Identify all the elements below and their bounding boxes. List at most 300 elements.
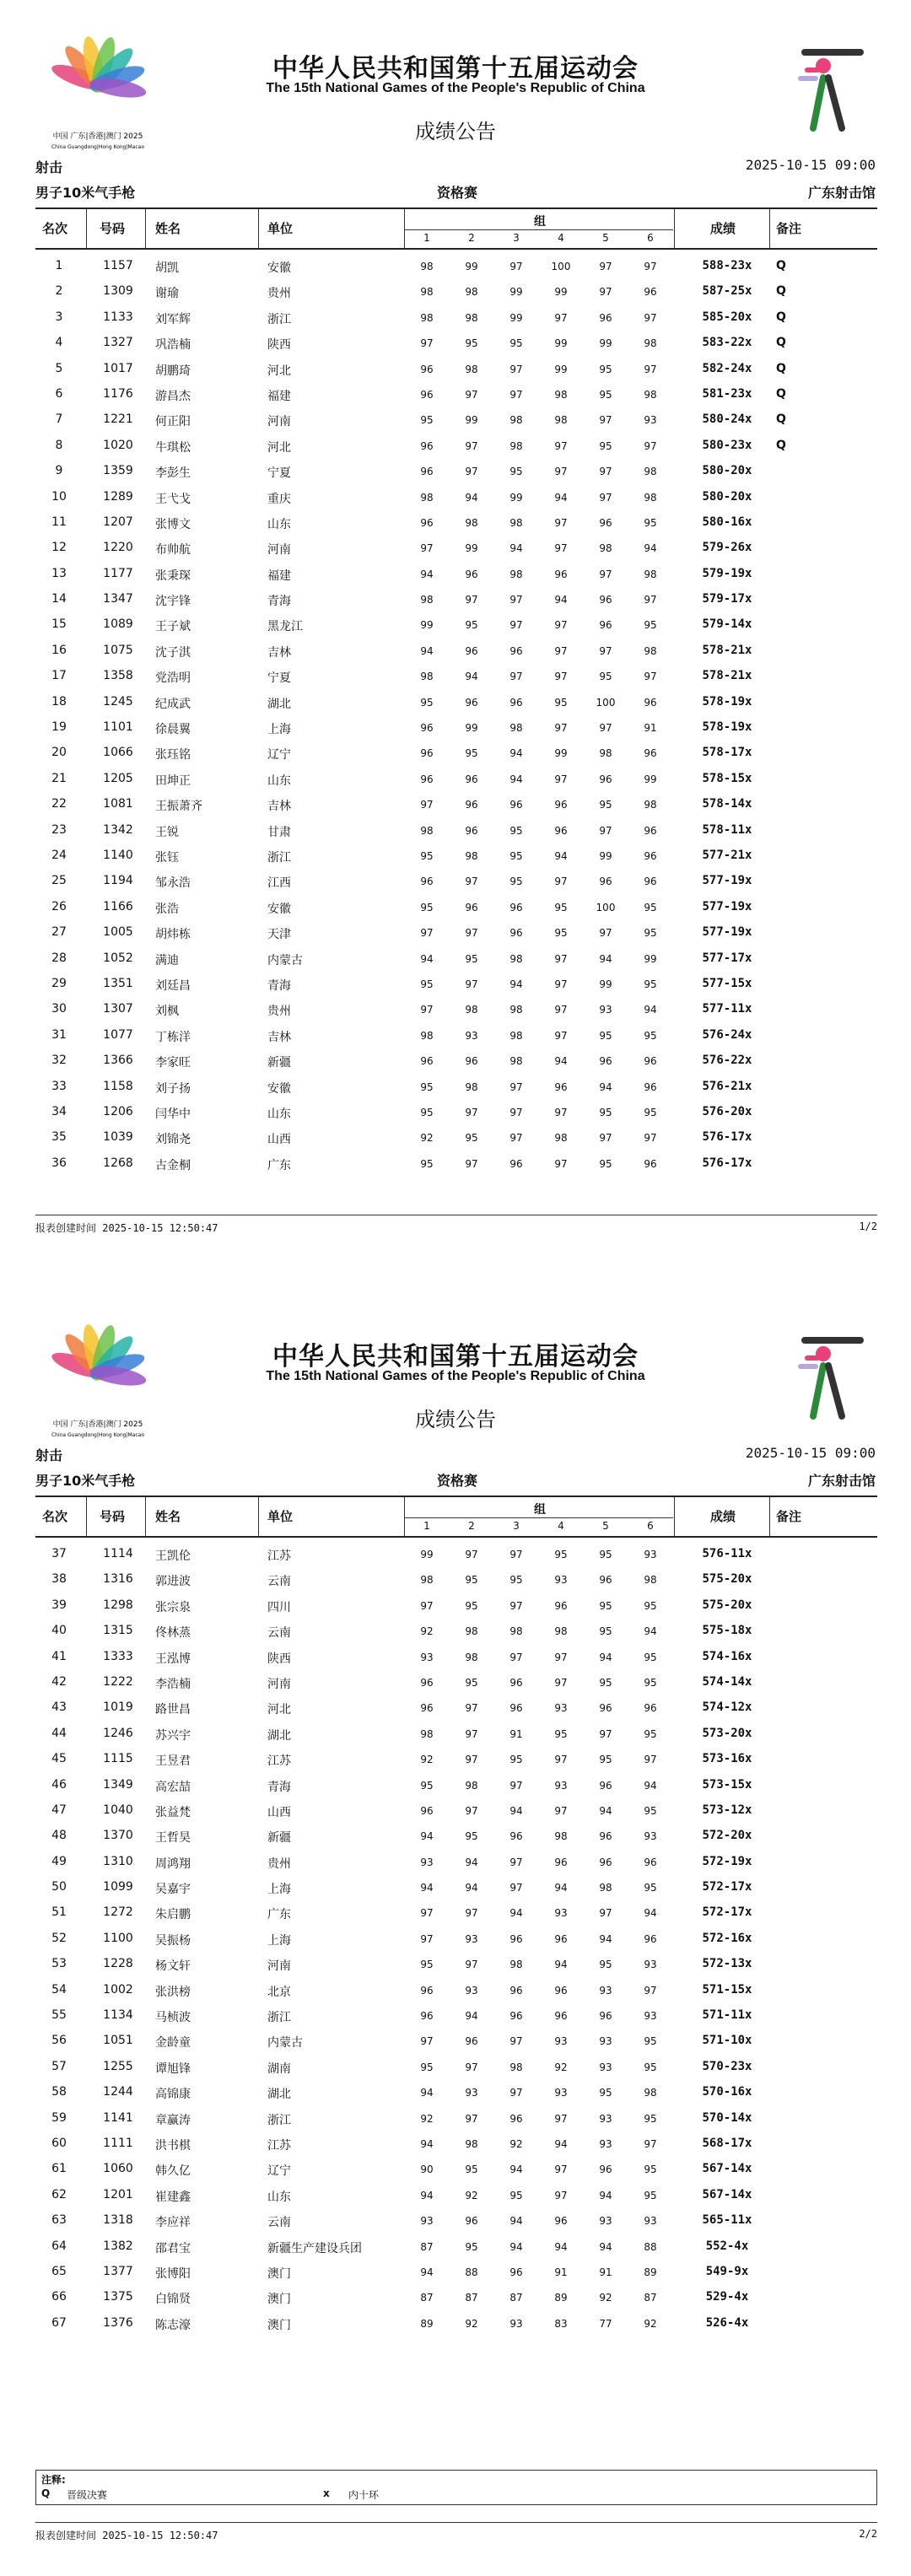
series-1-cell: 87 xyxy=(420,2292,434,2304)
remark-cell: Q xyxy=(776,310,786,324)
venue-label: 广东射击馆 xyxy=(807,185,876,201)
series-3-cell: 98 xyxy=(509,722,523,735)
total-cell: 579-26x xyxy=(702,541,752,555)
org-cell: 山东 xyxy=(267,517,291,531)
rank-cell: 59 xyxy=(51,2110,67,2125)
series-4-cell: 99 xyxy=(554,363,568,375)
series-6-cell: 95 xyxy=(644,2035,657,2048)
col-bib: 号码 xyxy=(100,221,126,236)
series-3-cell: 95 xyxy=(509,466,523,478)
bib-cell: 1077 xyxy=(103,1027,133,1042)
total-cell: 577-19x xyxy=(702,925,752,940)
org-cell: 澳门 xyxy=(267,2318,291,2332)
total-cell: 580-16x xyxy=(702,515,752,529)
org-cell: 福建 xyxy=(267,569,291,583)
name-cell: 胡凯 xyxy=(155,261,179,275)
series-5-cell: 97 xyxy=(599,261,612,272)
series-5-cell: 95 xyxy=(599,2087,612,2099)
table-row xyxy=(35,1592,877,1618)
bib-cell: 1052 xyxy=(103,951,133,965)
series-2-cell: 97 xyxy=(465,439,478,452)
name-cell: 游昌杰 xyxy=(155,389,191,403)
series-1-cell: 95 xyxy=(420,978,434,990)
series-5-cell: 98 xyxy=(599,1882,612,1894)
series-6-cell: 94 xyxy=(644,542,657,555)
org-cell: 河北 xyxy=(267,440,291,455)
rank-cell: 36 xyxy=(51,1156,67,1170)
table-row xyxy=(35,894,877,919)
col-s4: 4 xyxy=(558,1520,564,1532)
table-row xyxy=(35,766,877,791)
total-cell: 576-11x xyxy=(702,1547,752,1560)
series-4-cell: 97 xyxy=(554,619,568,632)
name-cell: 高锦康 xyxy=(155,2088,191,2102)
venue-label: 广东射击馆 xyxy=(807,1473,876,1489)
series-4-cell: 95 xyxy=(554,696,568,709)
series-6-cell: 88 xyxy=(644,2240,657,2253)
bib-cell: 1318 xyxy=(103,2213,133,2228)
games-title: 中华人民共和国第十五届运动会 xyxy=(272,54,639,84)
rank-cell: 37 xyxy=(51,1547,67,1560)
rank-cell: 34 xyxy=(51,1104,67,1118)
org-cell: 陕西 xyxy=(267,1652,291,1666)
col-s1: 1 xyxy=(423,1520,430,1532)
series-2-cell: 94 xyxy=(465,2010,478,2023)
games-title: 中华人民共和国第十五届运动会 xyxy=(272,1342,639,1372)
series-2-cell: 87 xyxy=(465,2292,478,2304)
series-1-cell: 98 xyxy=(420,1029,434,1042)
series-4-cell: 94 xyxy=(554,1959,568,1971)
series-6-cell: 93 xyxy=(644,1959,657,1971)
name-cell: 刘锦尧 xyxy=(155,1133,191,1147)
table-row xyxy=(35,356,877,381)
games-subtitle: The 15th National Games of the People's Republic of China xyxy=(266,1369,645,1383)
series-4-cell: 95 xyxy=(554,1727,568,1740)
table-row xyxy=(35,330,877,355)
series-1-cell: 92 xyxy=(420,1625,434,1638)
bib-cell: 1222 xyxy=(103,1674,133,1689)
series-3-cell: 95 xyxy=(509,1574,523,1587)
org-cell: 贵州 xyxy=(267,1857,291,1871)
col-remark: 备注 xyxy=(776,1509,802,1524)
bib-cell: 1221 xyxy=(103,412,133,427)
series-4-cell: 96 xyxy=(554,1599,568,1612)
name-cell: 张博阳 xyxy=(155,2266,191,2281)
name-cell: 韩久亿 xyxy=(155,2164,191,2179)
series-1-cell: 94 xyxy=(420,568,434,580)
series-3-cell: 96 xyxy=(509,1157,523,1170)
org-cell: 湖南 xyxy=(267,2061,291,2076)
series-4-cell: 94 xyxy=(554,2240,568,2253)
series-5-cell: 99 xyxy=(599,849,612,862)
org-cell: 河南 xyxy=(267,1677,291,1691)
col-s2: 2 xyxy=(468,1520,475,1532)
table-row xyxy=(35,1022,877,1048)
total-cell: 572-13x xyxy=(702,1957,752,1971)
col-org: 单位 xyxy=(267,1509,294,1524)
org-cell: 江西 xyxy=(267,876,291,891)
series-6-cell: 95 xyxy=(644,2112,657,2125)
name-cell: 张博文 xyxy=(155,517,191,531)
series-5-cell: 91 xyxy=(599,2266,612,2278)
series-2-cell: 98 xyxy=(465,516,478,529)
series-3-cell: 96 xyxy=(509,1676,523,1689)
series-1-cell: 98 xyxy=(420,286,434,299)
series-5-cell: 94 xyxy=(599,1651,612,1663)
table-header xyxy=(35,1495,877,1538)
table-row xyxy=(35,946,877,971)
series-1-cell: 89 xyxy=(420,2317,434,2330)
series-5-cell: 96 xyxy=(599,1702,612,1715)
series-1-cell: 95 xyxy=(420,849,434,862)
org-cell: 重庆 xyxy=(267,492,291,506)
rank-cell: 3 xyxy=(55,310,63,324)
org-cell: 内蒙古 xyxy=(267,2036,303,2051)
series-3-cell: 95 xyxy=(509,1754,523,1766)
total-cell: 576-21x xyxy=(702,1079,752,1093)
bib-cell: 1101 xyxy=(103,720,133,735)
divider xyxy=(405,229,673,230)
remark-cell: Q xyxy=(776,284,786,299)
series-5-cell: 100 xyxy=(596,696,616,709)
legend-x-key: x xyxy=(323,2487,330,2499)
name-cell: 陈志濠 xyxy=(155,2318,191,2332)
series-6-cell: 95 xyxy=(644,1599,657,1612)
table-row xyxy=(35,2284,877,2309)
table-row xyxy=(35,1823,877,1848)
series-3-cell: 96 xyxy=(509,799,523,811)
bib-cell: 1205 xyxy=(103,771,133,785)
series-4-cell: 99 xyxy=(554,337,568,350)
series-5-cell: 96 xyxy=(599,1055,612,1068)
series-2-cell: 88 xyxy=(465,2266,478,2278)
rank-cell: 18 xyxy=(51,694,67,709)
series-3-cell: 97 xyxy=(509,1549,523,1560)
series-1-cell: 98 xyxy=(420,491,434,504)
doc-title: 成绩公告 xyxy=(415,120,496,143)
series-6-cell: 96 xyxy=(644,286,657,299)
bib-cell: 1333 xyxy=(103,1649,133,1663)
series-5-cell: 96 xyxy=(599,311,612,324)
series-5-cell: 96 xyxy=(599,2164,612,2176)
table-row xyxy=(35,2028,877,2053)
rank-cell: 14 xyxy=(51,592,67,606)
series-4-cell: 93 xyxy=(554,1907,568,1920)
org-cell: 山西 xyxy=(267,1133,291,1147)
series-6-cell: 94 xyxy=(644,1004,657,1016)
name-cell: 吴嘉宇 xyxy=(155,1883,191,1897)
series-2-cell: 96 xyxy=(465,2035,478,2048)
series-1-cell: 96 xyxy=(420,388,434,401)
series-5-cell: 94 xyxy=(599,1932,612,1945)
bib-cell: 1140 xyxy=(103,848,133,862)
series-3-cell: 97 xyxy=(509,1882,523,1894)
logo-text: 中国 广东|香港|澳门 2025 xyxy=(52,1420,143,1429)
bib-cell: 1157 xyxy=(103,259,133,272)
series-3-cell: 96 xyxy=(509,1984,523,1997)
bib-cell: 1382 xyxy=(103,2239,133,2253)
series-4-cell: 93 xyxy=(554,1574,568,1587)
sport-label: 射击 xyxy=(35,159,63,175)
col-rank: 名次 xyxy=(42,221,68,236)
table-row xyxy=(35,1566,877,1592)
series-3-cell: 95 xyxy=(509,849,523,862)
series-4-cell: 97 xyxy=(554,311,568,324)
series-5-cell: 95 xyxy=(599,1549,612,1560)
name-cell: 张珏铭 xyxy=(155,748,191,763)
bib-cell: 1220 xyxy=(103,541,133,555)
table-row xyxy=(35,2002,877,2028)
series-5-cell: 95 xyxy=(599,1625,612,1638)
series-4-cell: 97 xyxy=(554,439,568,452)
rank-cell: 13 xyxy=(51,566,67,580)
org-cell: 河北 xyxy=(267,1703,291,1717)
series-1-cell: 96 xyxy=(420,747,434,760)
series-4-cell: 97 xyxy=(554,876,568,888)
series-5-cell: 97 xyxy=(599,1727,612,1740)
series-4-cell: 96 xyxy=(554,2215,568,2228)
series-1-cell: 97 xyxy=(420,799,434,811)
table-row xyxy=(35,407,877,432)
rank-cell: 42 xyxy=(51,1674,67,1689)
series-3-cell: 97 xyxy=(509,1779,523,1792)
series-6-cell: 96 xyxy=(644,824,657,837)
series-3-cell: 97 xyxy=(509,594,523,606)
series-1-cell: 98 xyxy=(420,261,434,272)
series-6-cell: 94 xyxy=(644,1907,657,1920)
table-row xyxy=(35,458,877,483)
series-3-cell: 97 xyxy=(509,2035,523,2048)
series-2-cell: 95 xyxy=(465,337,478,350)
series-1-cell: 97 xyxy=(420,2035,434,2048)
org-cell: 青海 xyxy=(267,1780,291,1794)
series-2-cell: 98 xyxy=(465,363,478,375)
series-6-cell: 97 xyxy=(644,594,657,606)
bib-cell: 1114 xyxy=(103,1547,133,1560)
name-cell: 沈子淇 xyxy=(155,645,191,660)
name-cell: 徐晨翼 xyxy=(155,723,191,737)
series-5-cell: 95 xyxy=(599,1157,612,1170)
series-5-cell: 93 xyxy=(599,2035,612,2048)
org-cell: 河南 xyxy=(267,1959,291,1974)
org-cell: 广东 xyxy=(267,1908,291,1922)
name-cell: 张秉琛 xyxy=(155,569,191,583)
series-6-cell: 96 xyxy=(644,876,657,888)
series-4-cell: 94 xyxy=(554,1055,568,1068)
total-cell: 578-15x xyxy=(702,771,752,785)
series-4-cell: 96 xyxy=(554,1081,568,1093)
series-2-cell: 99 xyxy=(465,722,478,735)
rank-cell: 28 xyxy=(51,951,67,965)
series-2-cell: 96 xyxy=(465,568,478,580)
bib-cell: 1134 xyxy=(103,2008,133,2023)
series-4-cell: 97 xyxy=(554,1106,568,1118)
series-3-cell: 97 xyxy=(509,363,523,375)
series-6-cell: 95 xyxy=(644,1804,657,1817)
total-cell: 579-19x xyxy=(702,566,752,580)
org-cell: 澳门 xyxy=(267,2293,291,2307)
series-1-cell: 97 xyxy=(420,542,434,555)
rank-cell: 35 xyxy=(51,1130,67,1145)
rank-cell: 64 xyxy=(51,2239,67,2253)
col-total: 成绩 xyxy=(710,1509,736,1524)
series-6-cell: 89 xyxy=(644,2266,657,2278)
series-1-cell: 95 xyxy=(420,1779,434,1792)
rank-cell: 58 xyxy=(51,2085,67,2099)
remark-cell: Q xyxy=(776,386,786,401)
series-6-cell: 99 xyxy=(644,952,657,965)
table-row xyxy=(35,278,877,304)
series-2-cell: 94 xyxy=(465,1882,478,1894)
series-6-cell: 98 xyxy=(644,1574,657,1587)
rank-cell: 7 xyxy=(55,412,63,427)
table-row xyxy=(35,2131,877,2156)
total-cell: 574-14x xyxy=(702,1674,752,1689)
total-cell: 571-11x xyxy=(702,2008,752,2023)
series-4-cell: 94 xyxy=(554,849,568,862)
series-1-cell: 98 xyxy=(420,1574,434,1587)
series-4-cell: 92 xyxy=(554,2061,568,2073)
rank-cell: 39 xyxy=(51,1598,67,1612)
table-row xyxy=(35,1926,877,1951)
rank-cell: 53 xyxy=(51,1957,67,1971)
series-5-cell: 93 xyxy=(599,2061,612,2073)
org-cell: 山东 xyxy=(267,773,291,788)
series-4-cell: 93 xyxy=(554,1702,568,1715)
series-4-cell: 97 xyxy=(554,722,568,735)
bib-cell: 1017 xyxy=(103,361,133,375)
series-5-cell: 95 xyxy=(599,671,612,683)
org-cell: 上海 xyxy=(267,1883,291,1897)
rank-cell: 32 xyxy=(51,1054,67,1068)
rank-cell: 15 xyxy=(51,617,67,632)
name-cell: 张益梵 xyxy=(155,1805,191,1819)
series-5-cell: 97 xyxy=(599,466,612,478)
name-cell: 李浩楠 xyxy=(155,1677,191,1691)
legend-x-value: 内十环 xyxy=(348,2489,380,2501)
series-3-cell: 95 xyxy=(509,824,523,837)
rank-cell: 51 xyxy=(51,1905,67,1920)
total-cell: 577-19x xyxy=(702,899,752,913)
series-3-cell: 94 xyxy=(509,2215,523,2228)
series-2-cell: 97 xyxy=(465,1106,478,1118)
series-4-cell: 97 xyxy=(554,2164,568,2176)
table-row xyxy=(35,843,877,868)
rank-cell: 12 xyxy=(51,541,67,555)
series-4-cell: 96 xyxy=(554,799,568,811)
series-3-cell: 92 xyxy=(509,2137,523,2150)
legend-title: 注释: xyxy=(41,2474,66,2486)
page-number: 2/2 xyxy=(859,2528,877,2540)
series-6-cell: 97 xyxy=(644,1132,657,1145)
series-6-cell: 99 xyxy=(644,773,657,785)
remark-cell: Q xyxy=(776,336,786,350)
rank-cell: 19 xyxy=(51,720,67,735)
org-cell: 陕西 xyxy=(267,338,291,353)
page-footer xyxy=(35,2522,877,2542)
rank-cell: 67 xyxy=(51,2315,67,2330)
rank-cell: 40 xyxy=(51,1624,67,1638)
series-2-cell: 93 xyxy=(465,1932,478,1945)
rank-cell: 9 xyxy=(55,464,63,478)
series-6-cell: 93 xyxy=(644,2010,657,2023)
series-4-cell: 96 xyxy=(554,824,568,837)
series-2-cell: 96 xyxy=(465,901,478,913)
series-4-cell: 89 xyxy=(554,2292,568,2304)
series-6-cell: 98 xyxy=(644,644,657,657)
name-cell: 王昱君 xyxy=(155,1754,191,1769)
series-4-cell: 100 xyxy=(551,261,571,272)
bib-cell: 1099 xyxy=(103,1880,133,1894)
total-cell: 583-22x xyxy=(702,336,752,350)
series-3-cell: 87 xyxy=(509,2292,523,2304)
series-3-cell: 98 xyxy=(509,1055,523,1068)
table-row xyxy=(35,1644,877,1669)
event-label: 男子10米气手枪 xyxy=(35,1473,136,1489)
col-s5: 5 xyxy=(602,232,609,244)
org-cell: 云南 xyxy=(267,2216,291,2230)
series-1-cell: 96 xyxy=(420,1676,434,1689)
series-1-cell: 92 xyxy=(420,1132,434,1145)
total-cell: 577-15x xyxy=(702,976,752,990)
series-3-cell: 97 xyxy=(509,1651,523,1663)
series-4-cell: 99 xyxy=(554,286,568,299)
series-4-cell: 97 xyxy=(554,952,568,965)
series-4-cell: 97 xyxy=(554,2112,568,2125)
name-cell: 牛琪松 xyxy=(155,440,191,455)
series-2-cell: 93 xyxy=(465,1029,478,1042)
bib-cell: 1359 xyxy=(103,464,133,478)
rank-cell: 48 xyxy=(51,1829,67,1843)
series-1-cell: 97 xyxy=(420,1907,434,1920)
phase-label: 资格赛 xyxy=(437,185,478,201)
name-cell: 张钰 xyxy=(155,850,179,865)
name-cell: 周鸿翔 xyxy=(155,1857,191,1871)
table-row xyxy=(35,1618,877,1643)
bib-cell: 1081 xyxy=(103,797,133,811)
report-page-1 xyxy=(0,0,911,1248)
name-cell: 田坤正 xyxy=(155,773,191,788)
series-5-cell: 94 xyxy=(599,2240,612,2253)
total-cell: 570-14x xyxy=(702,2110,752,2125)
series-4-cell: 95 xyxy=(554,901,568,913)
series-6-cell: 93 xyxy=(644,414,657,427)
total-cell: 577-17x xyxy=(702,951,752,965)
bib-cell: 1177 xyxy=(103,566,133,580)
created-time: 报表创建时间 2025-10-15 12:50:47 xyxy=(35,2530,218,2541)
series-5-cell: 95 xyxy=(599,1959,612,1971)
series-4-cell: 96 xyxy=(554,2010,568,2023)
series-5-cell: 93 xyxy=(599,2137,612,2150)
series-6-cell: 98 xyxy=(644,337,657,350)
series-6-cell: 95 xyxy=(644,2189,657,2201)
org-cell: 吉林 xyxy=(267,800,291,814)
total-cell: 577-11x xyxy=(702,1002,752,1016)
series-6-cell: 96 xyxy=(644,1856,657,1868)
total-cell: 570-16x xyxy=(702,2085,752,2099)
series-4-cell: 96 xyxy=(554,1856,568,1868)
total-cell: 578-19x xyxy=(702,694,752,709)
total-cell: 578-19x xyxy=(702,720,752,735)
series-5-cell: 97 xyxy=(599,414,612,427)
table-row xyxy=(35,1797,877,1823)
series-5-cell: 95 xyxy=(599,363,612,375)
series-6-cell: 97 xyxy=(644,1984,657,1997)
series-1-cell: 96 xyxy=(420,1055,434,1068)
series-3-cell: 99 xyxy=(509,286,523,299)
org-cell: 黑龙江 xyxy=(267,620,303,634)
series-5-cell: 100 xyxy=(596,901,616,913)
